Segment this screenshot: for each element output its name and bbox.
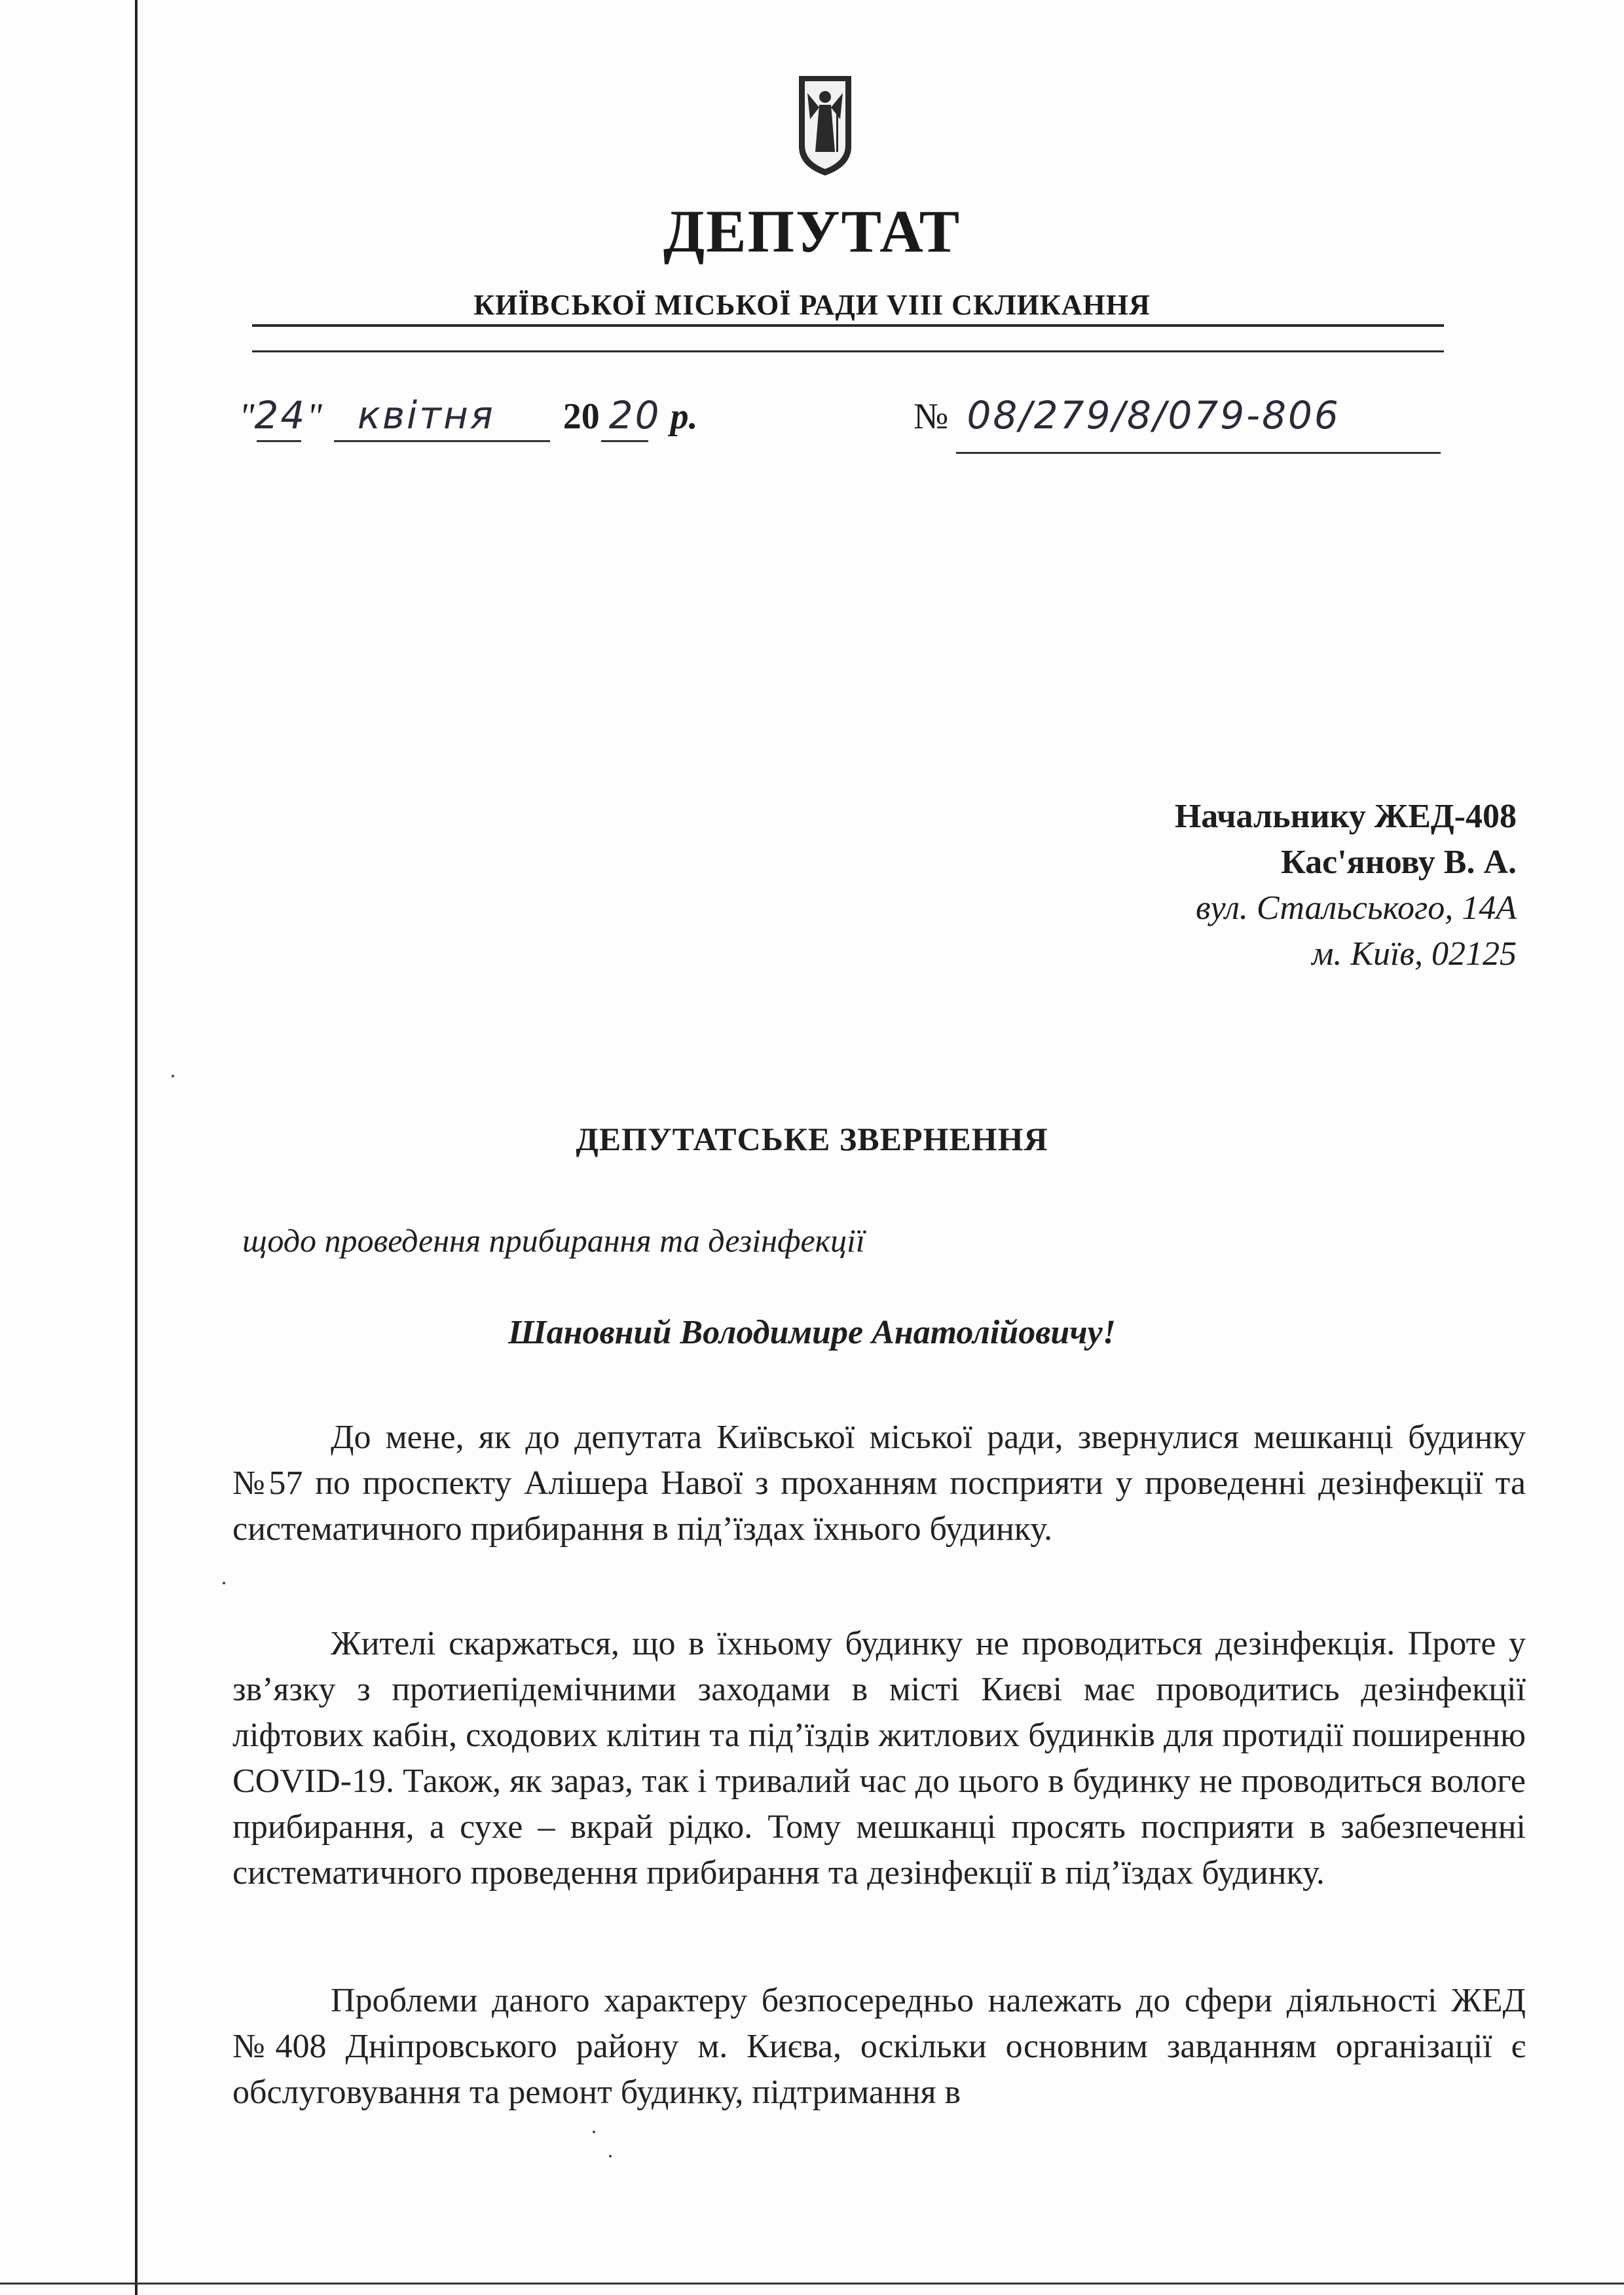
document-title: ДЕПУТАТСЬКЕ ЗВЕРНЕННЯ xyxy=(576,1121,1048,1157)
reference-underline xyxy=(956,452,1441,454)
body-paragraph: Проблеми даного характеру безпосередньо належать до сфери діяльності ЖЕД №408 Дніпровського району м. Києва, оскільки основним завданням організації є обслуговування та ремонт будинку, підтримання в xyxy=(232,1982,1526,2111)
addressee-block xyxy=(1175,794,1517,977)
reference-number: 08/279/8/079-806 xyxy=(967,393,1340,438)
date-year-underline xyxy=(601,440,648,442)
addressee-name: Кас'янову В. А. xyxy=(1281,844,1517,881)
reference-field xyxy=(913,393,1340,438)
reference-label: № xyxy=(913,396,949,437)
kyiv-coat-of-arms-icon xyxy=(796,73,855,178)
letterhead-subtitle: КИЇВСЬКОЇ МІСЬКОЇ РАДИ VIII СКЛИКАННЯ xyxy=(473,289,1151,321)
scan-speck xyxy=(593,2131,595,2133)
addressee-position: Начальнику ЖЕД-408 xyxy=(1174,798,1517,835)
document-subject: щодо проведення прибирання та дезінфекції xyxy=(242,1222,865,1259)
letterhead-rule-top xyxy=(252,324,1444,327)
body-paragraph: До мене, як до депутата Київської міської ради, звернулися мешканці будинку №57 по проспекту Алішера Навої з проханням посприяти у проведенні дезінфекції та систематичного прибирання в під’їздах їхнього будинку. xyxy=(232,1419,1526,1548)
body-paragraph: Жителі скаржаться, що в їхньому будинку не проводиться дезінфекція. Проте у зв’язку з протиепідемічними заходами в місті Києві має проводитись дезінфекції ліфтових кабін, сходових клітин та під’їздів житлових будинків для протидії поширенню COVID-19. Також, як зараз, так і тривалий час до цього в будинку не проводиться вологе прибирання, а сухе – вкрай рідко. Тому мешканці просять посприяти в забезпеченні систематичного проведення прибирання та дезінфекції в під’їздах будинку. xyxy=(232,1625,1526,1892)
scan-speck xyxy=(223,1582,225,1584)
date-month: квітня xyxy=(357,393,495,438)
date-field xyxy=(239,393,698,438)
letterhead-rule-bottom xyxy=(252,350,1444,352)
date-year-suffix: 20 xyxy=(608,393,661,438)
date-suffix: р. xyxy=(670,396,698,437)
addressee-street: вул. Стальського, 14А xyxy=(1195,889,1517,927)
date-day: 24 xyxy=(254,393,307,438)
scan-speck xyxy=(609,2155,612,2157)
addressee-city: м. Київ, 02125 xyxy=(1312,935,1517,973)
date-year-prefix: 20 xyxy=(563,396,600,437)
date-open-quote: " xyxy=(239,396,255,437)
date-day-underline xyxy=(257,440,301,442)
date-month-underline xyxy=(334,440,550,442)
date-close-quote: " xyxy=(306,396,322,437)
letterhead-title: ДЕПУТАТ xyxy=(663,198,961,265)
scan-speck xyxy=(172,1075,174,1077)
salutation: Шановний Володимире Анатолійовичу! xyxy=(508,1314,1116,1351)
scan-bottom-line xyxy=(0,2283,1624,2285)
